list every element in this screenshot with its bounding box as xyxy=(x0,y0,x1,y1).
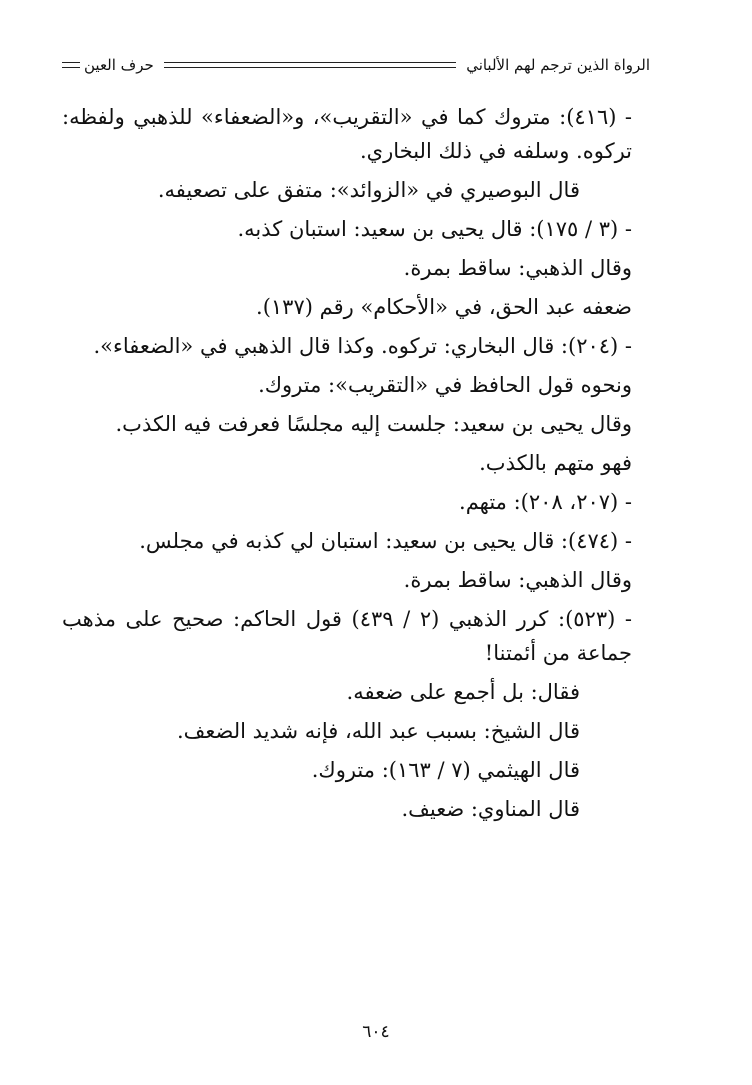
paragraph: - (٤٧٤): قال يحيى بن سعيد: استبان لي كذبه في مجلس. xyxy=(139,529,632,553)
paragraph: وقال الذهبي: ساقط بمرة. xyxy=(403,256,632,280)
header-dash xyxy=(62,62,80,68)
paragraph: - (٢٠٧، ٢٠٨): متهم. xyxy=(459,490,632,514)
paragraph: فهو متهم بالكذب. xyxy=(479,451,632,475)
paragraph: ضعفه عبد الحق، في «الأحكام» رقم (١٣٧). xyxy=(256,295,632,319)
paragraph: قال الهيثمي (٧ / ١٦٣): متروك. xyxy=(311,758,580,782)
paragraph: ونحوه قول الحافظ في «التقريب»: متروك. xyxy=(258,373,632,397)
page-number: ٦٠٤ xyxy=(362,1022,390,1042)
paragraph: - (٢٠٤): قال البخاري: تركوه. وكذا قال الذهبي في «الضعفاء». xyxy=(93,334,632,358)
paragraph: فقال: بل أجمع على ضعفه. xyxy=(346,680,580,704)
header-chapter: حرف العين xyxy=(84,56,154,74)
paragraph: - (٥٢٣): كرر الذهبي (٢ / ٤٣٩) قول الحاكم: صحيح على مذهب جماعة من أئمتنا! xyxy=(62,607,632,665)
body-text xyxy=(62,100,650,831)
header-rule xyxy=(164,62,456,68)
paragraph: وقال الذهبي: ساقط بمرة. xyxy=(403,568,632,592)
header-title: الرواة الذين ترجم لهم الألباني xyxy=(466,56,650,74)
paragraph: قال الشيخ: بسبب عبد الله، فإنه شديد الضعف. xyxy=(176,719,580,743)
paragraph: قال البوصيري في «الزوائد»: متفق على تصعيفه. xyxy=(157,178,580,202)
paragraph: وقال يحيى بن سعيد: جلست إليه مجلسًا فعرفت فيه الكذب. xyxy=(115,412,632,436)
paragraph: - (٣ / ١٧٥): قال يحيى بن سعيد: استبان كذبه. xyxy=(237,217,632,241)
running-header xyxy=(62,50,650,80)
paragraph: قال المناوي: ضعيف. xyxy=(401,797,580,821)
paragraph: - (٤١٦): متروك كما في «التقريب»، و«الضعفاء» للذهبي ولفظه: تركوه. وسلفه في ذلك البخاري. xyxy=(62,105,633,163)
